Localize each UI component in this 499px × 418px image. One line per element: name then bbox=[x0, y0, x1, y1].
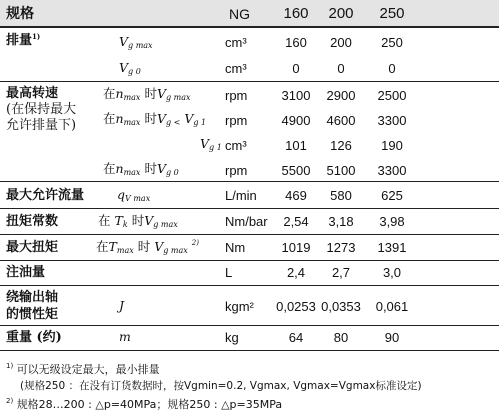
footnote-1: $^{1)}$ 可以无级设定最大，最小排量 bbox=[6, 362, 160, 376]
row-inertia-unit: kgm² bbox=[225, 299, 254, 314]
row-speed2-cond: 在nmax 时Vg < Vg 1 bbox=[103, 111, 207, 127]
row-max-torque-cond: 在Tmax 时 Vg max $^{2)}$ bbox=[96, 239, 199, 255]
row-displacement-val-200: 200 bbox=[330, 35, 352, 50]
row-speed3-cond: Vg 1 bbox=[200, 136, 222, 152]
row-max-torque-val-200: 1273 bbox=[326, 240, 356, 255]
row-speed1-val-250: 2500 bbox=[377, 88, 407, 103]
row-displacement-val-160: 160 bbox=[285, 35, 307, 50]
header-size-160: 160 bbox=[283, 5, 309, 22]
row-max-torque-label: 最大扭矩 bbox=[6, 240, 59, 255]
row-inertia-val-160: 0,0253 bbox=[276, 299, 316, 314]
row-oil-val-200: 2,7 bbox=[331, 265, 351, 280]
row-max-torque-val-250: 1391 bbox=[377, 240, 407, 255]
row-displacement-val-250: 250 bbox=[381, 35, 403, 50]
row-speed4-cond: 在nmax 时Vg 0 bbox=[103, 161, 179, 177]
row-displacement-cond-vg0: Vg 0 bbox=[119, 60, 141, 76]
row-oil-val-250: 3,0 bbox=[382, 265, 402, 280]
row-speed-label-2: (在保持最大 bbox=[6, 102, 77, 117]
row-displacement2-unit: cm³ bbox=[225, 61, 247, 76]
row-speed3-unit: cm³ bbox=[225, 138, 247, 153]
rule-after-inertia bbox=[0, 325, 499, 326]
row-flow-unit: L/min bbox=[225, 188, 257, 203]
row-max-torque-val-160: 1019 bbox=[281, 240, 311, 255]
row-weight-val-250: 90 bbox=[384, 330, 400, 345]
rule-header bbox=[0, 26, 499, 28]
row-speed4-val-160: 5500 bbox=[281, 163, 311, 178]
row-flow-val-250: 625 bbox=[381, 188, 403, 203]
row-speed4-val-200: 5100 bbox=[326, 163, 356, 178]
footnote-ref-2: 2) bbox=[191, 239, 199, 247]
footnote-ref-1: 1) bbox=[32, 32, 41, 41]
rule-after-oil bbox=[0, 285, 499, 286]
row-oil-val-160: 2,4 bbox=[286, 265, 306, 280]
header-spec-label: 规格 bbox=[6, 6, 34, 22]
row-displacement2-val-200: 0 bbox=[337, 61, 345, 76]
row-speed4-unit: rpm bbox=[225, 163, 248, 178]
row-inertia-val-250: 0,061 bbox=[375, 299, 409, 314]
row-weight-val-160: 64 bbox=[288, 330, 304, 345]
row-speed1-cond: 在nmax 时Vg max bbox=[103, 86, 191, 102]
row-speed-label-1: 最高转速 bbox=[6, 86, 59, 101]
row-flow-val-200: 580 bbox=[330, 188, 352, 203]
rule-after-displacement bbox=[0, 81, 499, 82]
row-weight-val-200: 80 bbox=[333, 330, 349, 345]
row-speed3-val-200: 126 bbox=[330, 138, 352, 153]
row-oil-label: 注油量 bbox=[6, 265, 46, 280]
row-weight-symbol: m bbox=[119, 329, 131, 344]
row-weight-label: 重量 (约) bbox=[6, 330, 62, 345]
rule-after-max-torque bbox=[0, 260, 499, 261]
footnote-2: $^{2)}$ 规格28…200 : △p=40MPa；规格250 : △p=35MPa bbox=[6, 397, 283, 411]
row-speed4-val-250: 3300 bbox=[377, 163, 407, 178]
row-torque-const-val-160: 2,54 bbox=[283, 214, 309, 229]
row-torque-const-cond: 在 Tk 时Vg max bbox=[98, 213, 178, 229]
rule-after-torque-const bbox=[0, 234, 499, 235]
rule-after-speed bbox=[0, 181, 499, 182]
row-displacement-unit: cm³ bbox=[225, 35, 247, 50]
row-displacement2-val-250: 0 bbox=[388, 61, 396, 76]
row-displacement-label: 排量$^{1)}$ bbox=[6, 32, 41, 48]
row-oil-unit: L bbox=[225, 265, 233, 280]
row-flow-label: 最大允许流量 bbox=[6, 188, 85, 203]
row-displacement2-val-160: 0 bbox=[292, 61, 300, 76]
row-max-torque-unit: Nm bbox=[225, 240, 246, 255]
row-flow-val-160: 469 bbox=[285, 188, 307, 203]
row-speed2-val-200: 4600 bbox=[326, 113, 356, 128]
row-speed2-unit: rpm bbox=[225, 113, 248, 128]
rule-after-weight bbox=[0, 350, 499, 351]
row-torque-const-label: 扭矩常数 bbox=[6, 214, 59, 229]
row-speed3-val-160: 101 bbox=[285, 138, 307, 153]
row-displacement-cond-vgmax: Vg max bbox=[119, 34, 153, 50]
row-inertia-label-1: 绕输出轴 bbox=[6, 290, 59, 305]
row-flow-cond: qV max bbox=[117, 187, 151, 203]
row-speed1-unit: rpm bbox=[225, 88, 248, 103]
row-speed1-val-200: 2900 bbox=[326, 88, 356, 103]
row-speed-label-3: 允许排量下) bbox=[6, 118, 77, 133]
row-torque-const-unit: Nm/bar bbox=[225, 214, 268, 229]
header-size-200: 200 bbox=[328, 5, 354, 22]
row-inertia-val-200: 0,0353 bbox=[321, 299, 361, 314]
row-inertia-symbol: J bbox=[119, 298, 125, 313]
row-weight-unit: kg bbox=[225, 330, 239, 345]
row-torque-const-val-250: 3,98 bbox=[379, 214, 405, 229]
header-size-250: 250 bbox=[379, 5, 405, 22]
row-speed2-val-160: 4900 bbox=[281, 113, 311, 128]
rule-after-flow bbox=[0, 208, 499, 209]
row-speed1-val-160: 3100 bbox=[281, 88, 311, 103]
footnote-1-detail: (规格250 ：在没有订货数据时，按Vgmin=0.2, Vgmax, Vgmax=Vgmax标准设定) bbox=[20, 380, 422, 392]
row-speed2-val-250: 3300 bbox=[377, 113, 407, 128]
row-inertia-label-2: 的惯性矩 bbox=[6, 307, 59, 322]
row-speed3-val-250: 190 bbox=[381, 138, 403, 153]
row-torque-const-val-200: 3,18 bbox=[328, 214, 354, 229]
header-ng-label: NG bbox=[229, 6, 250, 22]
